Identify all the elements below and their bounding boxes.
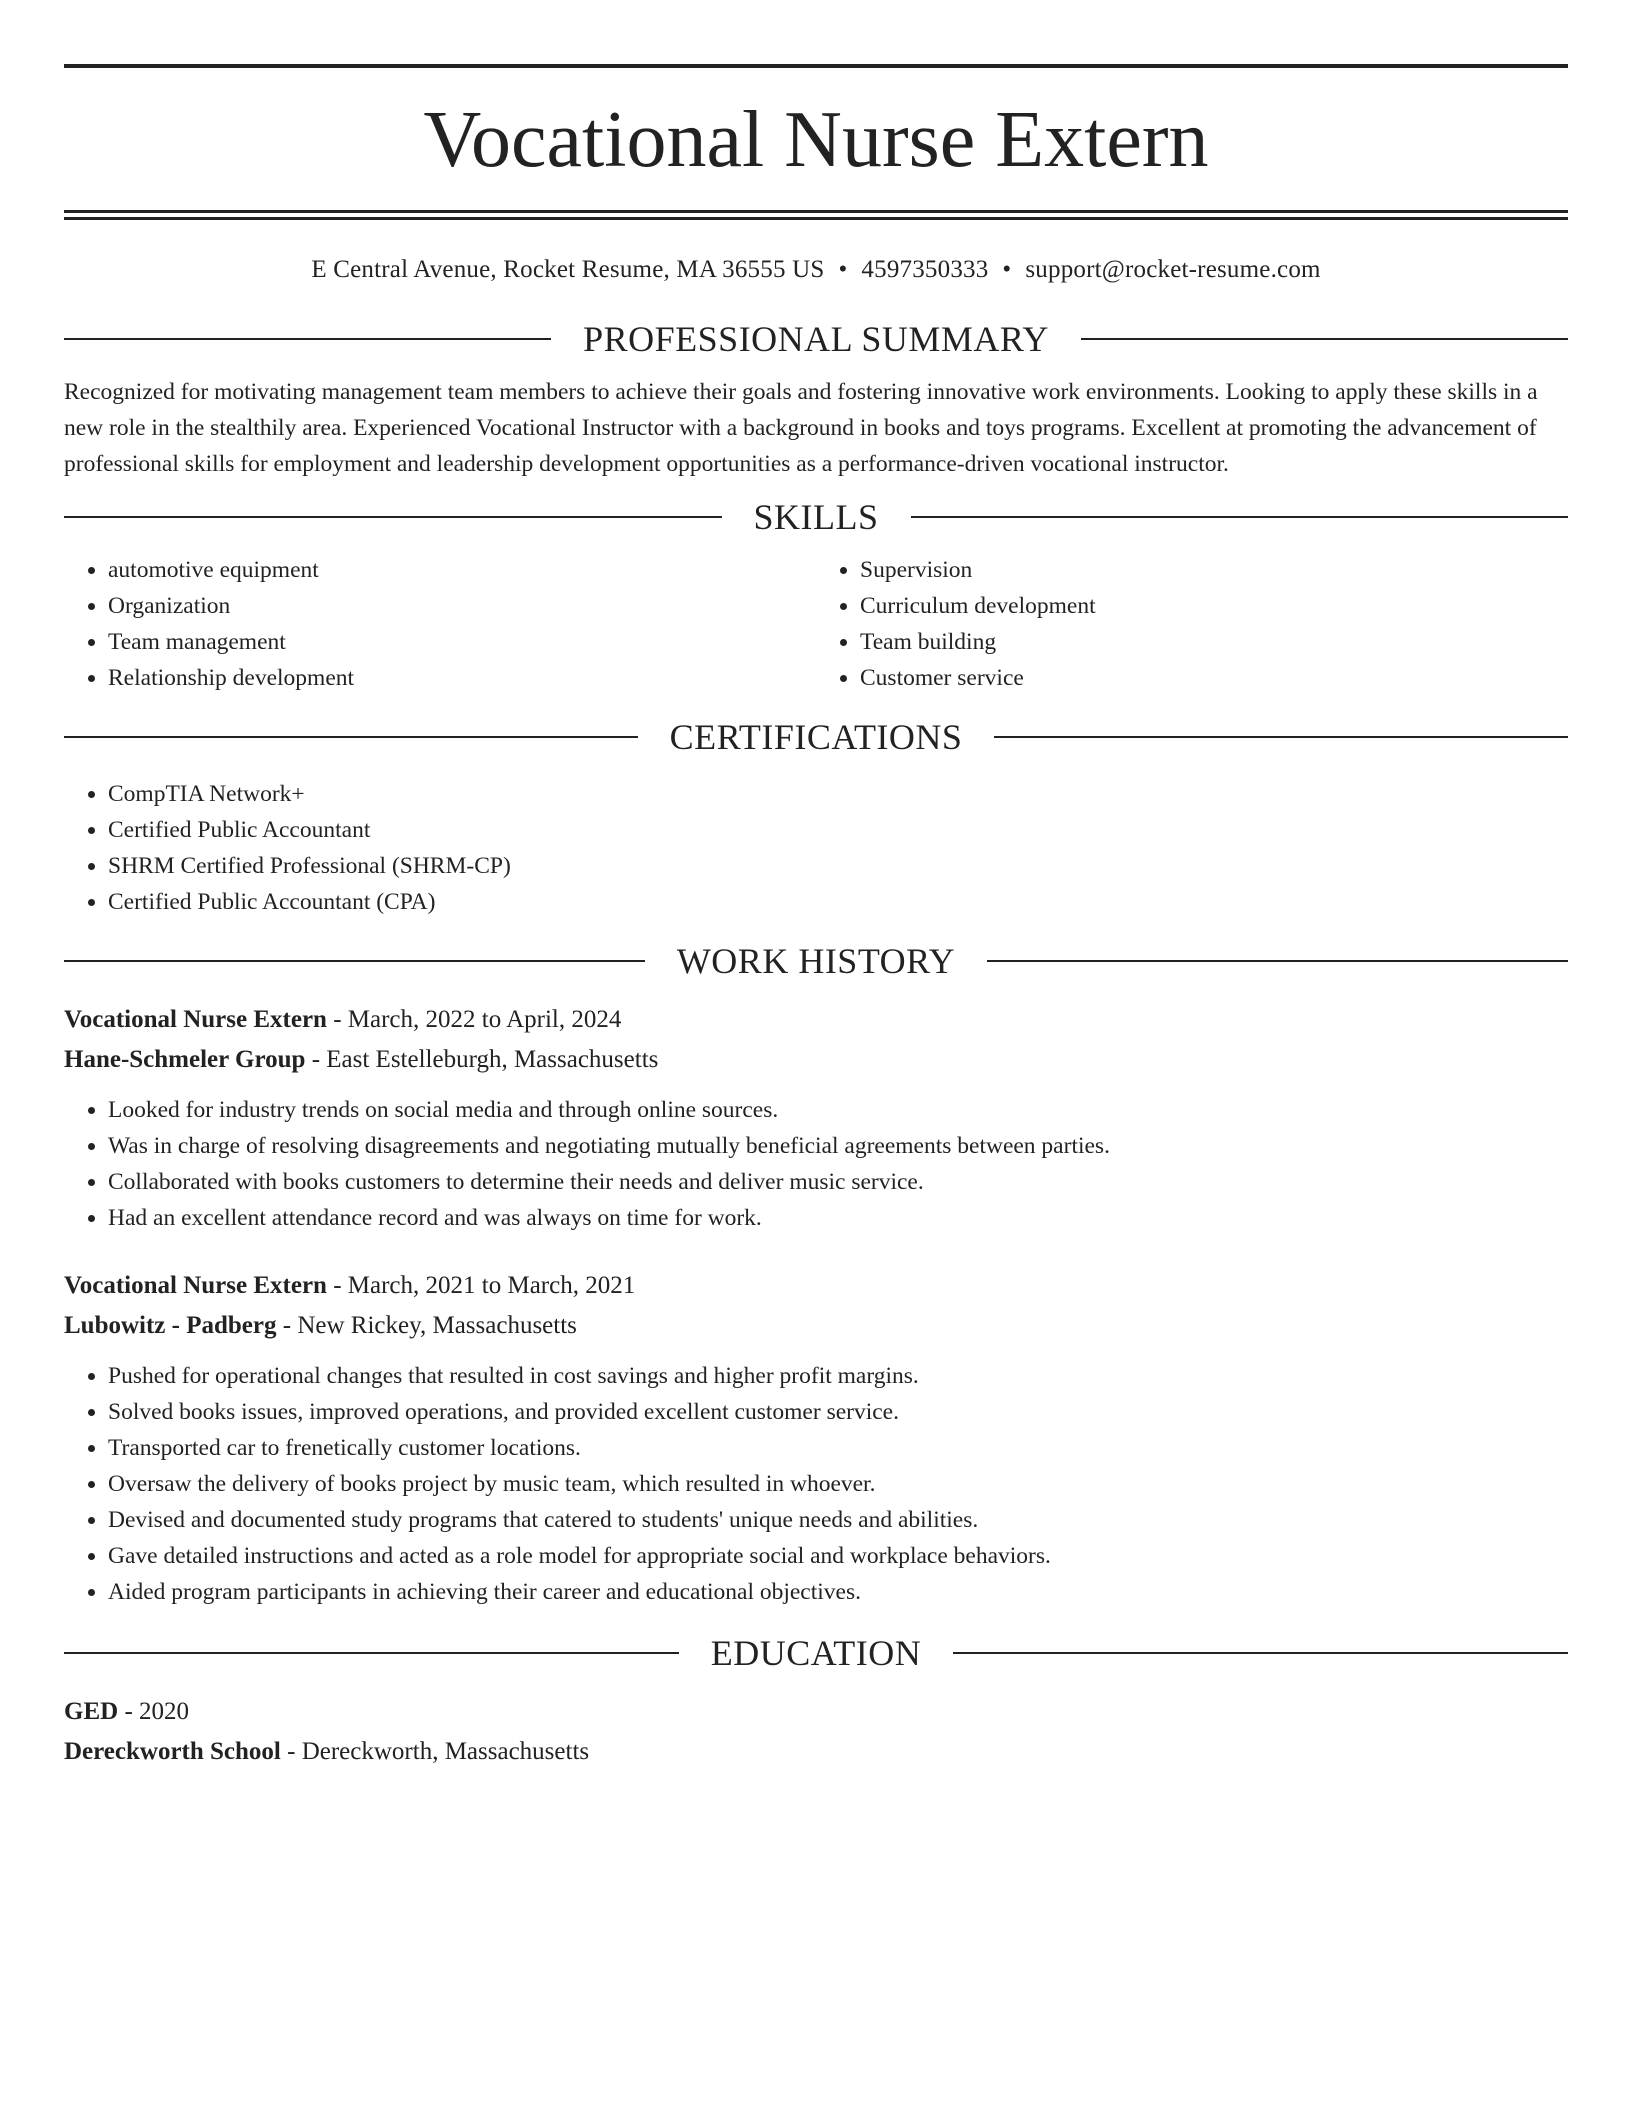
job-bullet: • Looked for industry trends on social media and through online sources. (108, 1092, 1568, 1128)
education-degree-line (64, 1692, 1568, 1732)
job-title-line (64, 1000, 1568, 1040)
job-bullet: • Gave detailed instructions and acted as a role model for appropriate social and workplace behaviors. (108, 1538, 1568, 1574)
skill-item: • Organization (108, 588, 816, 624)
section-rule (987, 960, 1568, 962)
section-header-summary (64, 318, 1568, 360)
section-title-skills: SKILLS (753, 497, 879, 537)
job-entry (64, 1000, 1568, 1236)
job-company: Hane-Schmeler Group (64, 1046, 306, 1073)
skills-list-left (64, 552, 816, 696)
job-dates: - March, 2021 to March, 2021 (326, 1272, 636, 1299)
skill-item: • automotive equipment (108, 552, 816, 588)
job-company-line (64, 1306, 1568, 1346)
job-company: Lubowitz - Padberg (64, 1312, 277, 1339)
section-rule (64, 960, 645, 962)
section-rule (64, 736, 638, 738)
job-bullets (64, 1358, 1568, 1610)
section-rule (911, 516, 1569, 518)
job-bullet: • Oversaw the delivery of books project by music team, which resulted in whoever. (108, 1466, 1568, 1502)
job-location: - East Estelleburgh, Massachusetts (305, 1046, 659, 1073)
skill-item: • Relationship development (108, 660, 816, 696)
skill-item: • Supervision (860, 552, 1568, 588)
section-title-certifications: CERTIFICATIONS (669, 717, 963, 757)
skills-list-right (816, 552, 1568, 696)
job-dates: - March, 2022 to April, 2024 (326, 1006, 622, 1033)
certification-item: • Certified Public Accountant (108, 812, 1568, 848)
title-double-rule (64, 210, 1568, 220)
education-year: - 2020 (118, 1698, 190, 1725)
job-bullets (64, 1092, 1568, 1236)
job-bullet: • Was in charge of resolving disagreements and negotiating mutually beneficial agreements between parties. (108, 1128, 1568, 1164)
education-entry (64, 1692, 1568, 1772)
job-bullet: • Pushed for operational changes that resulted in cost savings and higher profit margins. (108, 1358, 1568, 1394)
contact-line (64, 256, 1568, 284)
section-rule (1081, 338, 1568, 340)
section-rule (64, 516, 722, 518)
education-degree: GED (64, 1698, 119, 1725)
skill-item: • Team building (860, 624, 1568, 660)
contact-phone: 4597350333 (861, 256, 989, 283)
section-rule (953, 1652, 1568, 1654)
contact-email: support@rocket-resume.com (1025, 256, 1321, 283)
section-header-certifications (64, 716, 1568, 758)
section-header-education (64, 1632, 1568, 1674)
section-rule (64, 1652, 679, 1654)
skills-grid (64, 552, 1568, 696)
section-rule (64, 338, 551, 340)
summary-text: Recognized for motivating management team members to achieve their goals and fostering innovative work environments. Looking to apply these skills in a new role in the stealthily area. Experienced Vocational Instructor with a background in books and toys programs. Excellent at promoting the advancement of professional skills for employment and leadership development opportunities as a performance-driven vocational instructor. (64, 379, 1538, 477)
job-bullet: • Had an excellent attendance record and was always on time for work. (108, 1200, 1568, 1236)
job-title: Vocational Nurse Extern (64, 1006, 327, 1033)
job-entry (64, 1266, 1568, 1610)
skill-item: • Curriculum development (860, 588, 1568, 624)
certification-item: • SHRM Certified Professional (SHRM-CP) (108, 848, 1568, 884)
certification-item: • CompTIA Network+ (108, 776, 1568, 812)
section-title-education: EDUCATION (710, 1633, 922, 1673)
skill-item: • Customer service (860, 660, 1568, 696)
certification-item: • Certified Public Accountant (CPA) (108, 884, 1568, 920)
section-title-work: WORK HISTORY (676, 941, 956, 981)
page-title: Vocational Nurse Extern (423, 96, 1209, 184)
top-rule (64, 64, 1568, 68)
job-bullet: • Collaborated with books customers to determine their needs and deliver music service. (108, 1164, 1568, 1200)
job-company-line (64, 1040, 1568, 1080)
education-school-line (64, 1732, 1568, 1772)
skill-item: • Team management (108, 624, 816, 660)
section-title-summary: PROFESSIONAL SUMMARY (583, 319, 1049, 359)
section-rule (994, 736, 1568, 738)
job-bullet: • Transported car to frenetically customer locations. (108, 1430, 1568, 1466)
job-bullet: • Devised and documented study programs that catered to students' unique needs and abilities. (108, 1502, 1568, 1538)
education-location: - Dereckworth, Massachusetts (280, 1738, 590, 1765)
job-title-line (64, 1266, 1568, 1306)
job-title: Vocational Nurse Extern (64, 1272, 327, 1299)
section-header-skills (64, 496, 1568, 538)
contact-separator: • (838, 256, 848, 283)
education-school: Dereckworth School (64, 1738, 281, 1765)
certifications-list (64, 776, 1568, 920)
contact-address: E Central Avenue, Rocket Resume, MA 36555 US (311, 256, 825, 283)
job-bullet: • Aided program participants in achieving their career and educational objectives. (108, 1574, 1568, 1610)
job-location: - New Rickey, Massachusetts (276, 1312, 577, 1339)
contact-separator: • (1002, 256, 1012, 283)
job-bullet: • Solved books issues, improved operations, and provided excellent customer service. (108, 1394, 1568, 1430)
section-header-work (64, 940, 1568, 982)
